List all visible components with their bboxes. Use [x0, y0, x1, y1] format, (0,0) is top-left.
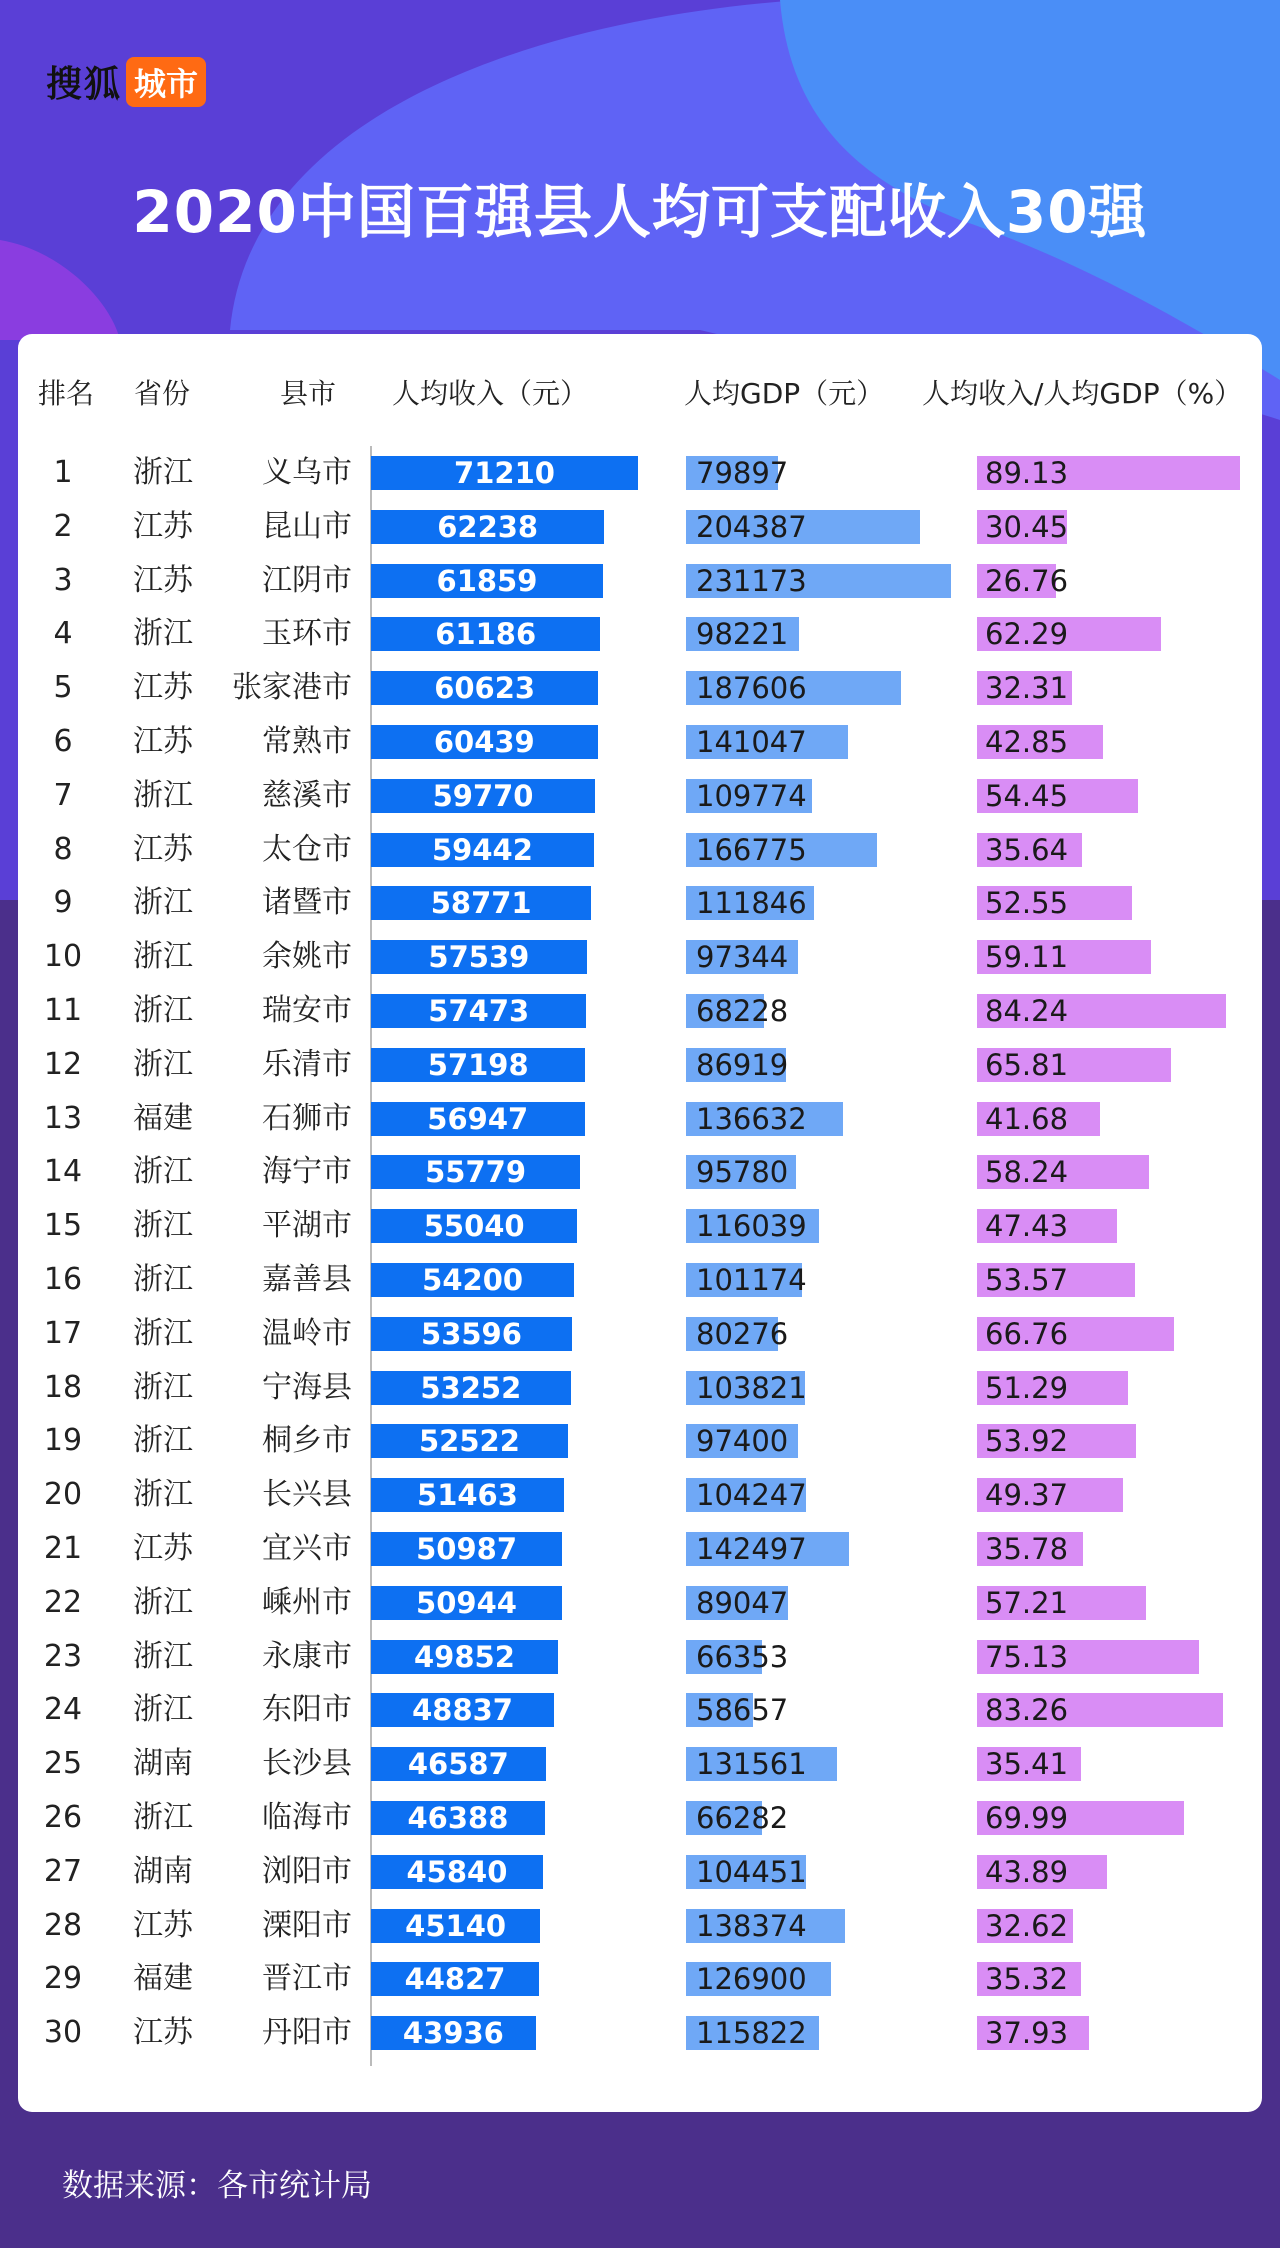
city-cell: 海宁市 [262, 1154, 352, 1190]
city-cell: 张家港市 [232, 670, 352, 706]
city-cell: 义乌市 [262, 455, 352, 490]
city-cell: 乐清市 [262, 1046, 352, 1082]
rank-cell: 12 [43, 1046, 83, 1082]
rank-cell: 7 [53, 777, 73, 813]
header-ratio: 人均收入/人均GDP（%） [922, 377, 1243, 410]
income-label: 57539 [428, 940, 530, 975]
city-cell: 江阴市 [262, 562, 352, 598]
gdp-label: 231173 [696, 563, 807, 598]
gdp-label: 86919 [696, 1047, 789, 1082]
ratio-label: 54.45 [985, 778, 1069, 813]
income-label: 61186 [435, 617, 537, 652]
gdp-label: 141047 [696, 725, 807, 759]
rank-cell: 26 [43, 1800, 83, 1835]
rank-cell: 2 [53, 508, 73, 544]
gdp-label: 97344 [696, 940, 789, 975]
gdp-label: 95780 [696, 1155, 789, 1190]
gdp-label: 126900 [696, 1962, 807, 1997]
page-title: 2020中国百强县人均可支配收入30强 [132, 178, 1148, 246]
ratio-label: 84.24 [985, 994, 1069, 1028]
rank-cell: 23 [43, 1638, 83, 1674]
city-cell: 长兴县 [262, 1477, 352, 1513]
data-source: 数据来源：各市统计局 [62, 2168, 372, 2204]
province-cell: 浙江 [133, 616, 193, 652]
gdp-label: 98221 [696, 617, 789, 652]
gdp-label: 136632 [696, 1101, 807, 1136]
gdp-label: 58657 [696, 1693, 789, 1728]
income-label: 44827 [404, 1962, 506, 1997]
ratio-label: 69.99 [985, 1801, 1069, 1835]
city-cell: 溧阳市 [262, 1907, 352, 1943]
province-cell: 浙江 [133, 885, 193, 921]
rank-cell: 19 [43, 1423, 83, 1459]
income-label: 55040 [423, 1209, 525, 1244]
income-label: 61859 [436, 563, 538, 598]
gdp-label: 131561 [696, 1747, 807, 1782]
gdp-label: 89047 [696, 1585, 789, 1620]
gdp-label: 101174 [696, 1263, 807, 1297]
province-cell: 福建 [133, 1100, 193, 1136]
income-label: 48837 [412, 1693, 513, 1728]
city-cell: 石狮市 [262, 1100, 352, 1136]
ratio-label: 35.41 [985, 1747, 1069, 1782]
rank-cell: 18 [43, 1369, 83, 1405]
rank-cell: 16 [43, 1262, 83, 1297]
rank-cell: 21 [43, 1531, 83, 1566]
income-label: 59442 [431, 832, 533, 867]
income-label: 57198 [427, 1047, 529, 1082]
ratio-label: 49.37 [985, 1478, 1069, 1513]
rank-cell: 5 [53, 670, 73, 706]
ratio-label: 30.45 [985, 509, 1069, 544]
ratio-label: 42.85 [985, 725, 1069, 759]
ratio-label: 43.89 [985, 1854, 1069, 1889]
rank-cell: 27 [43, 1853, 83, 1889]
ratio-label: 35.32 [985, 1962, 1069, 1997]
province-cell: 江苏 [133, 508, 193, 544]
city-cell: 慈溪市 [262, 777, 352, 813]
province-cell: 江苏 [133, 724, 193, 759]
province-cell: 江苏 [133, 670, 193, 706]
header-province: 省份 [134, 377, 191, 410]
province-cell: 浙江 [133, 1638, 193, 1674]
rank-cell: 13 [43, 1100, 83, 1136]
income-label: 52522 [419, 1424, 520, 1459]
gdp-label: 97400 [696, 1424, 789, 1459]
gdp-label: 80276 [696, 1316, 789, 1351]
gdp-label: 104247 [696, 1478, 807, 1513]
income-label: 57473 [428, 994, 530, 1028]
province-cell: 浙江 [133, 1423, 193, 1459]
city-cell: 瑞安市 [262, 993, 352, 1028]
logo-text: 搜狐 [46, 64, 123, 105]
income-label: 56947 [427, 1101, 529, 1136]
city-cell: 宜兴市 [262, 1531, 352, 1566]
province-cell: 浙江 [133, 1154, 193, 1190]
province-cell: 浙江 [133, 1315, 193, 1351]
ratio-label: 35.64 [985, 832, 1069, 867]
city-cell: 平湖市 [262, 1208, 352, 1244]
income-label: 71210 [454, 456, 555, 490]
city-cell: 嘉善县 [262, 1262, 352, 1297]
city-cell: 东阳市 [262, 1692, 352, 1728]
gdp-label: 166775 [696, 832, 807, 867]
ratio-label: 52.55 [985, 886, 1069, 921]
city-cell: 宁海县 [262, 1369, 352, 1405]
gdp-label: 187606 [696, 671, 807, 706]
rank-cell: 4 [53, 616, 73, 652]
rank-cell: 30 [43, 2015, 83, 2051]
ratio-label: 66.76 [985, 1316, 1069, 1351]
income-label: 50987 [416, 1532, 518, 1566]
income-label: 53596 [421, 1316, 522, 1351]
ratio-label: 41.68 [985, 1101, 1069, 1136]
province-cell: 湖南 [133, 1853, 193, 1889]
rank-cell: 25 [43, 1746, 83, 1782]
rank-cell: 28 [43, 1907, 83, 1943]
income-label: 59770 [432, 778, 534, 813]
ratio-label: 59.11 [985, 940, 1069, 975]
province-cell: 浙江 [133, 455, 193, 490]
province-cell: 浙江 [133, 939, 193, 975]
header-city: 县市 [280, 377, 337, 410]
gdp-label: 111846 [696, 886, 807, 921]
rank-cell: 15 [43, 1208, 83, 1244]
income-label: 49852 [414, 1639, 515, 1674]
city-cell: 长沙县 [262, 1746, 352, 1782]
city-cell: 临海市 [262, 1800, 352, 1835]
header-income: 人均收入（元） [392, 377, 589, 410]
header-gdp: 人均GDP（元） [684, 377, 885, 410]
ratio-label: 47.43 [985, 1209, 1069, 1244]
city-cell: 诸暨市 [262, 885, 352, 921]
province-cell: 浙江 [133, 1369, 193, 1405]
ratio-label: 32.62 [985, 1908, 1069, 1943]
rank-cell: 29 [43, 1961, 83, 1997]
ratio-label: 89.13 [985, 456, 1069, 490]
province-cell: 浙江 [133, 1477, 193, 1513]
ratio-label: 32.31 [985, 671, 1069, 706]
province-cell: 江苏 [133, 1907, 193, 1943]
province-cell: 江苏 [133, 1531, 193, 1566]
province-cell: 浙江 [133, 777, 193, 813]
gdp-label: 116039 [696, 1209, 807, 1244]
ratio-label: 65.81 [985, 1047, 1069, 1082]
rank-cell: 20 [43, 1477, 83, 1513]
gdp-label: 115822 [696, 2016, 807, 2051]
city-cell: 丹阳市 [262, 2015, 352, 2051]
city-cell: 太仓市 [262, 831, 352, 867]
gdp-label: 104451 [696, 1854, 807, 1889]
city-cell: 余姚市 [262, 939, 352, 975]
city-cell: 昆山市 [262, 508, 352, 544]
city-cell: 温岭市 [262, 1315, 352, 1351]
rank-cell: 10 [43, 939, 83, 975]
city-cell: 玉环市 [262, 616, 352, 652]
rank-cell: 24 [43, 1692, 83, 1728]
logo-badge: 城市 [126, 57, 206, 107]
income-label: 54200 [422, 1263, 524, 1297]
gdp-label: 204387 [696, 509, 807, 544]
city-cell: 桐乡市 [262, 1423, 352, 1459]
ratio-label: 75.13 [985, 1639, 1069, 1674]
header-rank: 排名 [38, 377, 95, 410]
income-label: 53252 [420, 1370, 522, 1405]
province-cell: 江苏 [133, 831, 193, 867]
province-cell: 江苏 [133, 2015, 193, 2051]
ratio-label: 37.93 [985, 2016, 1069, 2051]
province-cell: 浙江 [133, 993, 193, 1028]
province-cell: 浙江 [133, 1262, 193, 1297]
income-label: 58771 [430, 886, 532, 921]
province-cell: 浙江 [133, 1692, 193, 1728]
gdp-label: 103821 [696, 1370, 807, 1405]
sohu-city-logo [46, 56, 206, 107]
gdp-label: 79897 [696, 456, 789, 490]
rank-cell: 3 [53, 562, 73, 598]
gdp-label: 66282 [696, 1801, 789, 1835]
province-cell: 湖南 [133, 1746, 193, 1782]
province-cell: 浙江 [133, 1208, 193, 1244]
income-label: 62238 [437, 509, 539, 544]
income-label: 45140 [405, 1908, 507, 1943]
rank-cell: 11 [43, 993, 83, 1028]
rank-cell: 22 [43, 1584, 83, 1620]
ratio-label: 58.24 [985, 1155, 1069, 1190]
rank-cell: 8 [53, 831, 73, 867]
province-cell: 浙江 [133, 1800, 193, 1835]
province-cell: 福建 [133, 1961, 193, 1997]
rank-cell: 6 [53, 724, 73, 759]
gdp-label: 68228 [696, 994, 789, 1028]
province-cell: 浙江 [133, 1046, 193, 1082]
gdp-label: 66353 [696, 1639, 789, 1674]
province-cell: 浙江 [133, 1584, 193, 1620]
ratio-label: 57.21 [985, 1585, 1069, 1620]
income-label: 60623 [434, 671, 536, 706]
income-label: 50944 [416, 1585, 517, 1620]
city-cell: 浏阳市 [262, 1853, 352, 1889]
income-label: 46388 [407, 1801, 509, 1835]
city-cell: 嵊州市 [262, 1584, 352, 1620]
income-label: 55779 [425, 1155, 527, 1190]
ratio-label: 83.26 [985, 1693, 1069, 1728]
ratio-label: 53.92 [985, 1424, 1069, 1459]
ratio-label: 62.29 [985, 617, 1069, 652]
gdp-label: 138374 [696, 1908, 807, 1943]
rank-cell: 1 [53, 455, 73, 490]
ratio-label: 53.57 [985, 1263, 1069, 1297]
city-cell: 常熟市 [262, 724, 352, 759]
rank-cell: 17 [43, 1315, 83, 1351]
province-cell: 江苏 [133, 562, 193, 598]
gdp-label: 142497 [696, 1532, 807, 1566]
gdp-label: 109774 [696, 778, 807, 813]
rank-cell: 14 [43, 1154, 83, 1190]
ratio-label: 26.76 [985, 563, 1069, 598]
income-label: 43936 [402, 2016, 504, 2051]
income-label: 46587 [407, 1747, 509, 1782]
ratio-label: 51.29 [985, 1370, 1069, 1405]
ratio-label: 35.78 [985, 1532, 1069, 1566]
rank-cell: 9 [53, 885, 73, 921]
city-cell: 永康市 [262, 1638, 352, 1674]
income-label: 51463 [417, 1478, 518, 1513]
income-label: 60439 [433, 725, 535, 759]
income-label: 45840 [406, 1854, 508, 1889]
city-cell: 晋江市 [262, 1961, 352, 1997]
